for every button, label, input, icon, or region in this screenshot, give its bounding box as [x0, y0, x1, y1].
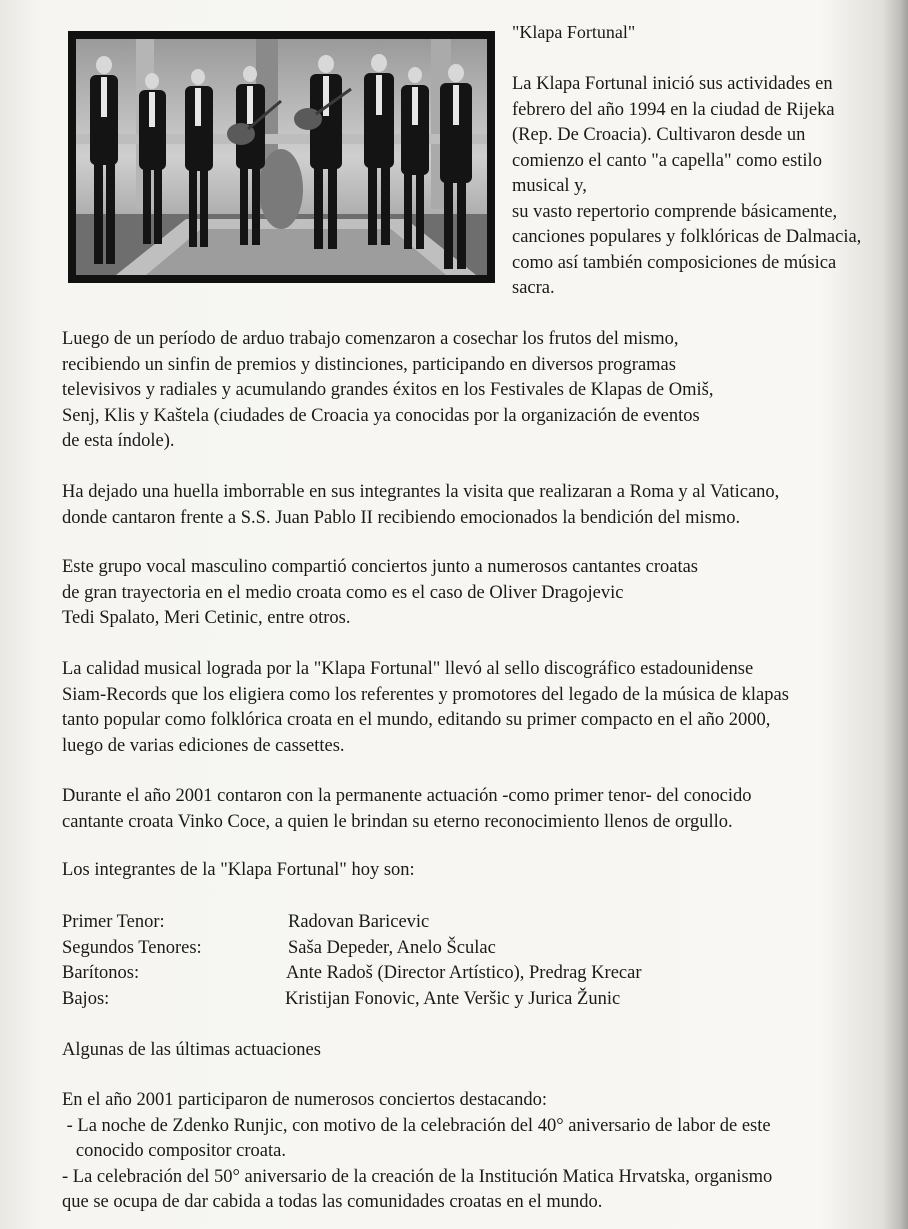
paragraph-line: - La celebración del 50° aniversario de la creación de la Institución Matica Hrvatska, organismo: [62, 1166, 773, 1187]
paragraph-line: En el año 2001 participaron de numerosos conciertos destacando:: [62, 1090, 547, 1110]
paragraph-line: conocido compositor croata.: [62, 1141, 286, 1161]
intro-line: canciones populares y folklóricas de Dalmacia,: [512, 227, 862, 247]
paragraph-line: La calidad musical lograda por la "Klapa Fortunal" llevó al sello discográfico estadounidense: [62, 659, 754, 679]
recent-heading: [62, 1038, 321, 1064]
intro-line: (Rep. De Croacia). Cultivaron desde un: [512, 125, 806, 145]
intro-line: su vasto repertorio comprende básicamente,: [512, 201, 838, 222]
group-photo-image: [76, 39, 487, 275]
paragraph-line: que se ocupa de dar cabida a todas las comunidades croatas en el mundo.: [62, 1192, 603, 1212]
paragraph-vatican: [62, 480, 779, 531]
paragraph-line: tanto popular como folklórica croata en el mundo, editando su primer compacto en el año 2000,: [62, 710, 771, 730]
section-heading: Algunas de las últimas actuaciones: [62, 1040, 321, 1060]
paragraph-line: recibiendo un sinfin de premios y distinciones, participando en diversos programas: [62, 354, 676, 375]
member-role: Segundos Tenores:: [62, 937, 202, 958]
intro-line: musical y,: [512, 176, 587, 196]
paragraph-line: Tedi Spalato, Meri Cetinic, entre otros.: [62, 608, 351, 628]
paragraph-line: Ha dejado una huella imborrable en sus integrantes la visita que realizaran a Roma y al Vaticano,: [62, 482, 780, 502]
paragraph-awards: [62, 327, 713, 455]
member-role: Barítonos:: [62, 963, 140, 983]
paragraph-line: Siam-Records que los eligiera como los referentes y promotores del legado de la música de klapas: [62, 684, 789, 705]
intro-line: como así también composiciones de música: [512, 252, 837, 273]
paragraph-line: Durante el año 2001 contaron con la permanente actuación -como primer tenor- del conocido: [62, 786, 752, 806]
intro-line: sacra.: [512, 278, 555, 298]
paragraph-2001: [62, 784, 752, 835]
paragraph-line: donde cantaron frente a S.S. Juan Pablo II recibiendo emocionados la bendición del mismo.: [62, 507, 741, 528]
intro-paragraph: [512, 72, 908, 302]
intro-line: comienzo el canto "a capella" como estilo: [512, 150, 822, 171]
paragraph-concerts: [62, 555, 698, 632]
members-intro: [62, 858, 415, 884]
paragraph-line: televisivos y radiales y acumulando grandes éxitos en los Festivales de Klapas de Omiš,: [62, 380, 714, 400]
intro-line: febrero del año 1994 en la ciudad de Rijeka: [512, 99, 835, 120]
paragraph-line: Senj, Klis y Kaštela (ciudades de Croacia ya conocidas por la organización de eventos: [62, 405, 700, 426]
article-title: "Klapa Fortunal": [512, 22, 636, 42]
member-names: Saša Depeder, Anelo Šculac: [288, 937, 496, 958]
paragraph-record-label: [62, 657, 789, 759]
paragraph-line: luego de varias ediciones de cassettes.: [62, 735, 345, 756]
member-role: Primer Tenor:: [62, 912, 165, 932]
member-names: Radovan Baricevic: [288, 912, 430, 932]
paragraph-line: de esta índole).: [62, 431, 175, 451]
paragraph-line: Este grupo vocal masculino compartió conciertos junto a numerosos cantantes croatas: [62, 557, 699, 577]
group-photo: [68, 31, 495, 283]
member-names: Ante Radoš (Director Artístico), Predrag Krecar: [286, 963, 642, 983]
member-names: Kristijan Fonovic, Ante Veršic y Jurica Žunic: [285, 988, 621, 1009]
paragraph-line: Los integrantes de la "Klapa Fortunal" hoy son:: [62, 860, 415, 880]
paragraph-line: - La noche de Zdenko Runjic, con motivo de la celebración del 40° aniversario de labor de este: [62, 1115, 771, 1136]
paragraph-line: cantante croata Vinko Coce, a quien le brindan su eterno reconocimiento llenos de orgullo.: [62, 811, 733, 832]
member-role: Bajos:: [62, 988, 110, 1009]
intro-line: La Klapa Fortunal inició sus actividades en: [512, 74, 833, 94]
paragraph-line: de gran trayectoria en el medio croata como es el caso de Oliver Dragojevic: [62, 582, 624, 603]
recent-paragraph: [62, 1088, 772, 1216]
paragraph-line: Luego de un período de arduo trabajo comenzaron a cosechar los frutos del mismo,: [62, 329, 679, 349]
